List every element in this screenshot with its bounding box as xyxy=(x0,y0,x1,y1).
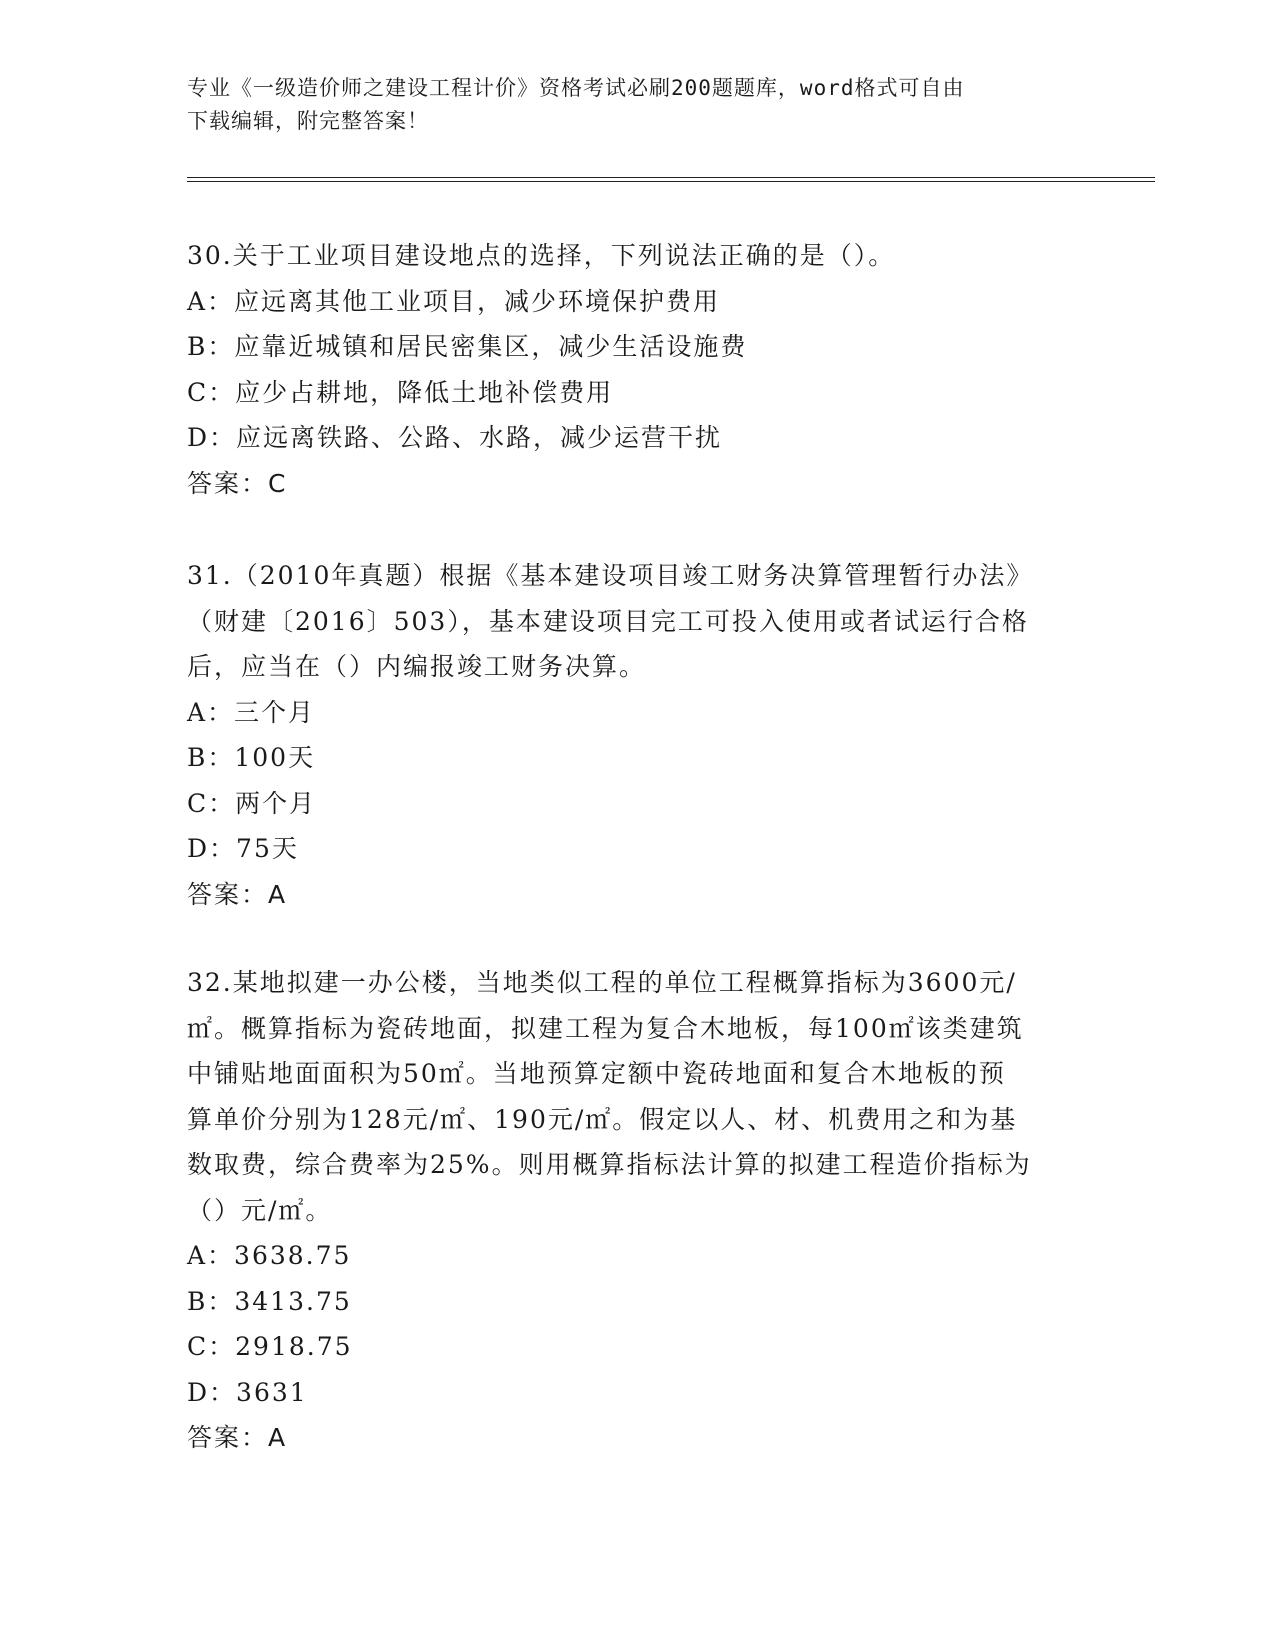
option-a: A：应远离其他工业项目，减少环境保护费用 xyxy=(187,286,721,316)
option-c: C：应少占耕地，降低土地补偿费用 xyxy=(187,377,614,407)
header-divider-bottom xyxy=(187,181,1155,182)
document-header xyxy=(187,72,1067,138)
option-a: A：三个月 xyxy=(187,697,316,727)
option-d: D：应远离铁路、公路、水路，减少运营干扰 xyxy=(187,423,723,452)
option-d: D：75天 xyxy=(187,834,299,863)
question-32 xyxy=(187,960,1077,1461)
question-stem: ㎡。概算指标为瓷砖地面，拟建工程为复合木地板，每100㎡该类建筑 xyxy=(187,1013,1024,1043)
question-stem: （财建〔2016〕503），基本建设项目完工可投入使用或者试运行合格 xyxy=(187,606,1029,636)
option-a: A：3638.75 xyxy=(187,1241,352,1270)
header-line-2: 下载编辑，附完整答案！ xyxy=(187,109,429,133)
question-stem: 后，应当在（）内编报竣工财务决算。 xyxy=(187,652,647,681)
question-stem: 31.（2010年真题）根据《基本建设项目竣工财务决算管理暂行办法》 xyxy=(187,561,1034,590)
question-stem: 30.关于工业项目建设地点的选择，下列说法正确的是（）。 xyxy=(187,241,896,270)
option-b: B：100天 xyxy=(187,743,316,772)
question-stem: 32.某地拟建一办公楼，当地类似工程的单位工程概算指标为3600元/ xyxy=(187,968,1017,997)
answer-line: 答案：C xyxy=(187,468,288,498)
question-stem: 数取费，综合费率为25%。则用概算指标法计算的拟建工程造价指标为 xyxy=(187,1150,1032,1179)
option-c: C：2918.75 xyxy=(187,1332,353,1361)
option-c: C：两个月 xyxy=(187,788,317,818)
question-31 xyxy=(187,553,1077,917)
answer-line: 答案：A xyxy=(187,1423,288,1452)
option-b: B：3413.75 xyxy=(187,1286,352,1316)
question-30 xyxy=(187,233,1077,506)
header-line-1: 专业《一级造价师之建设工程计价》资格考试必刷200题题库，word格式可自由 xyxy=(187,76,965,100)
question-stem: 中铺贴地面面积为50㎡。当地预算定额中瓷砖地面和复合木地板的预 xyxy=(187,1059,1006,1088)
option-d: D：3631 xyxy=(187,1377,308,1407)
question-stem: （）元/㎡。 xyxy=(187,1195,333,1225)
answer-line: 答案：A xyxy=(187,879,288,909)
question-stem: 算单价分别为128元/㎡、190元/㎡。假定以人、材、机费用之和为基 xyxy=(187,1104,1018,1134)
header-divider-top xyxy=(187,177,1155,178)
option-b: B：应靠近城镇和居民密集区，减少生活设施费 xyxy=(187,332,748,361)
